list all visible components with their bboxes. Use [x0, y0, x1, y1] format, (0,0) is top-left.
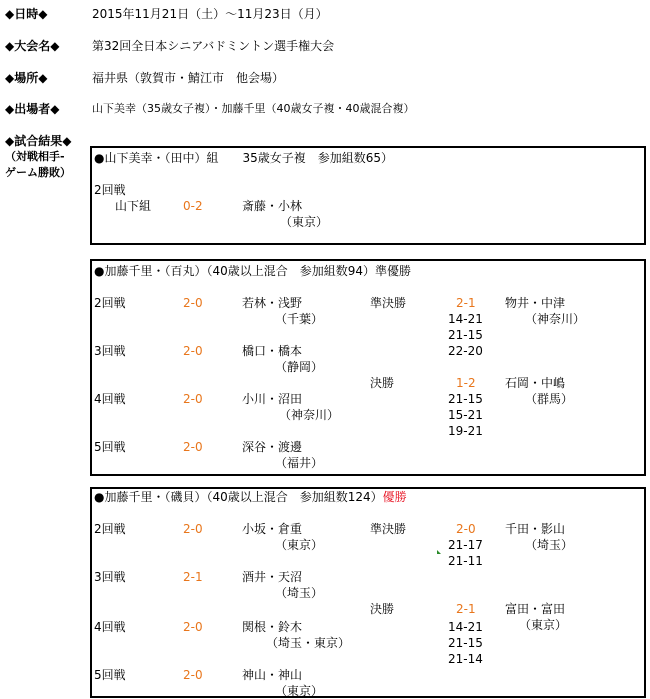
box1-header: ●山下美幸・（田中）組 35歳女子複 参加組数65） — [94, 151, 394, 165]
players-label: ◆出場者◆ — [5, 102, 60, 116]
box2-score-4: 2-0 — [183, 392, 203, 406]
box2-final-game-1: 21-15 — [448, 392, 483, 406]
box2-semi-label: 準決勝 — [370, 296, 407, 310]
box3-score-2: 2-0 — [183, 522, 203, 536]
box3-pref-3: （埼玉） — [275, 586, 324, 600]
date-value: 2015年11月21日（土）～11月23日（月） — [92, 7, 328, 21]
event-value: 第32回全日本シニアバドミントン選手権大会 — [92, 39, 335, 53]
box2-semi-game-1: 14-21 — [448, 312, 483, 326]
box3-final-game-2: 21-15 — [448, 636, 483, 650]
box2-semi-game-3: 22-20 — [448, 344, 483, 358]
box2-opp-2: 若林・浅野 — [242, 296, 303, 310]
box3-header — [94, 490, 407, 504]
box3-pref-5: （東京） — [275, 684, 324, 698]
box2-opp-3: 橋口・橋本 — [242, 344, 303, 358]
box3-round-2: 2回戦 — [94, 522, 126, 536]
results-sub2: ゲーム勝敗） — [5, 166, 71, 179]
box1-round: 2回戦 — [94, 183, 126, 197]
box3-final-opp: 富田・富田 — [505, 602, 566, 616]
box1-score: 0-2 — [183, 199, 203, 213]
box3-final-pref: （東京） — [519, 618, 568, 632]
box3-final-game-3: 21-14 — [448, 652, 483, 666]
box3-semi-opp: 千田・影山 — [505, 522, 566, 536]
box2-header: ●加藤千里・（百丸）（40歳以上混合 参加組数94）準優勝 — [94, 264, 412, 278]
box2-semi-opp: 物井・中津 — [505, 296, 566, 310]
box2-opp-5: 深谷・渡邊 — [242, 440, 303, 454]
box2-final-game-3: 19-21 — [448, 424, 483, 438]
box2-pref-2: （千葉） — [275, 312, 324, 326]
box2-final-opp: 石岡・中嶋 — [505, 376, 566, 390]
result-box-kato-momomaru — [90, 259, 646, 476]
green-corner-mark — [437, 550, 441, 554]
box2-final-label: 決勝 — [370, 376, 395, 390]
results-label: ◆試合結果◆ — [5, 134, 72, 148]
box2-pref-3: （静岡） — [275, 360, 324, 374]
box2-semi-pref: （神奈川） — [525, 312, 586, 326]
result-box-kato-isogai — [90, 487, 646, 698]
box3-score-4: 2-0 — [183, 620, 203, 634]
box2-round-3: 3回戦 — [94, 344, 126, 358]
box2-score-5: 2-0 — [183, 440, 203, 454]
box2-final-game-2: 15-21 — [448, 408, 483, 422]
box2-round-2: 2回戦 — [94, 296, 126, 310]
venue-value: 福井県（敦賀市・鯖江市 他会場） — [92, 71, 285, 85]
box3-opp-3: 酒井・天沼 — [242, 570, 303, 584]
results-sub1: （対戦相手- — [5, 150, 65, 163]
box2-score-2: 2-0 — [183, 296, 203, 310]
box1-pref: （東京） — [280, 215, 329, 229]
box3-score-3: 2-1 — [183, 570, 203, 584]
box3-round-4: 4回戦 — [94, 620, 126, 634]
box2-pref-5: （福井） — [275, 456, 324, 470]
box3-opp-2: 小坂・倉重 — [242, 522, 303, 536]
box3-round-3: 3回戦 — [94, 570, 126, 584]
box2-final-pref: （群馬） — [525, 392, 574, 406]
box3-pref-4: （埼玉・東京） — [266, 636, 351, 650]
event-label: ◆大会名◆ — [5, 39, 60, 53]
box2-score-3: 2-0 — [183, 344, 203, 358]
box3-opp-4: 関根・鈴木 — [242, 620, 303, 634]
box3-final-score: 2-1 — [456, 602, 476, 616]
box3-semi-game-2: 21-11 — [448, 554, 483, 568]
box2-semi-score: 2-1 — [456, 296, 476, 310]
box3-semi-pref: （埼玉） — [525, 538, 574, 552]
venue-label: ◆場所◆ — [5, 71, 48, 85]
players-value: 山下美幸（35歳女子複）・加藤千里（40歳女子複・40歳混合複） — [92, 102, 415, 115]
box1-opponent: 斎藤・小林 — [242, 199, 303, 213]
box3-header-result: 優勝 — [382, 490, 407, 504]
box3-header-text: ●加藤千里・（磯貝）（40歳以上混合 参加組数124） — [94, 490, 383, 504]
box2-round-5: 5回戦 — [94, 440, 126, 454]
box3-semi-label: 準決勝 — [370, 522, 407, 536]
box1-team: 山下組 — [115, 199, 152, 213]
box3-final-label: 決勝 — [370, 602, 395, 616]
box3-semi-game-1: 21-17 — [448, 538, 483, 552]
box2-final-score: 1-2 — [456, 376, 476, 390]
box3-semi-score: 2-0 — [456, 522, 476, 536]
box2-pref-4: （神奈川） — [279, 408, 340, 422]
box3-round-5: 5回戦 — [94, 668, 126, 682]
date-label: ◆日時◆ — [5, 7, 48, 21]
box3-score-5: 2-0 — [183, 668, 203, 682]
box3-opp-5: 神山・神山 — [242, 668, 303, 682]
box3-final-game-1: 14-21 — [448, 620, 483, 634]
box3-pref-2: （東京） — [275, 538, 324, 552]
box2-round-4: 4回戦 — [94, 392, 126, 406]
box2-semi-game-2: 21-15 — [448, 328, 483, 342]
box2-opp-4: 小川・沼田 — [242, 392, 303, 406]
